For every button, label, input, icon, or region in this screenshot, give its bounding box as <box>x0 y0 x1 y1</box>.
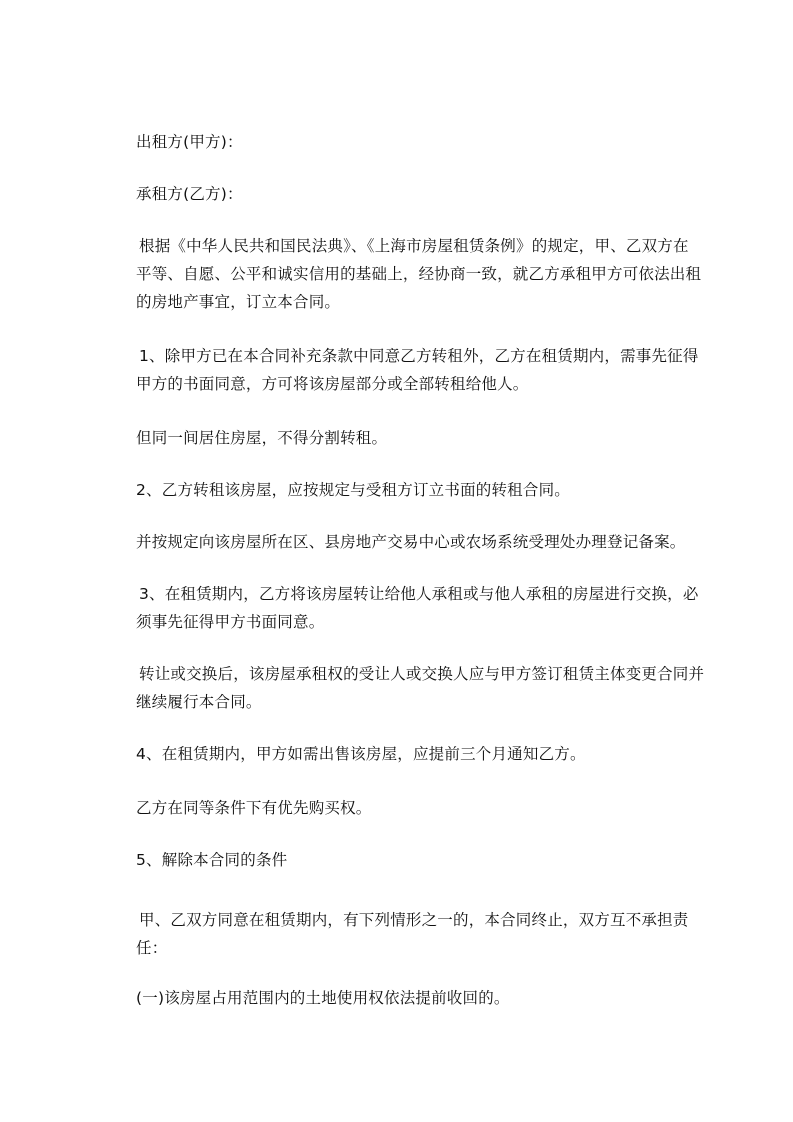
clause-3-note: 转让或交换后，该房屋承租权的受让人或交换人应与甲方签订租赁主体变更合同并继续履行本合同。 <box>136 665 705 711</box>
lessee-line: 承租方(乙方)： <box>136 185 243 203</box>
intro-paragraph: 根据《中华人民共和国民法典》、《上海市房屋租赁条例》的规定，甲、乙双方在平等、自愿、公平和诚实信用的基础上，经协商一致，就乙方承租甲方可依法出租的房地产事宜，订立本合同。 <box>136 237 702 311</box>
clause-4-note: 乙方在同等条件下有优先购买权。 <box>136 799 372 817</box>
lessor-line: 出租方(甲方)： <box>136 133 243 151</box>
clause-2: 2、乙方转租该房屋，应按规定与受租方订立书面的转租合同。 <box>136 481 570 499</box>
clause-5-item-1: (一)该房屋占用范围内的土地使用权依法提前收回的。 <box>136 989 510 1007</box>
clause-5-text: 甲、乙双方同意在租赁期内，有下列情形之一的，本合同终止，双方互不承担责任： <box>136 911 689 957</box>
clause-2-note: 并按规定向该房屋所在区、县房地产交易中心或农场系统受理处办理登记备案。 <box>136 533 686 551</box>
clause-1-note: 但同一间居住房屋，不得分割转租。 <box>136 429 388 447</box>
clause-3: 3、在租赁期内，乙方将该房屋转让给他人承租或与他人承租的房屋进行交换，必须事先征得甲方书面同意。 <box>136 585 699 631</box>
clause-4: 4、在租赁期内，甲方如需出售该房屋，应提前三个月通知乙方。 <box>136 745 586 763</box>
clause-1: 1、除甲方已在本合同补充条款中同意乙方转租外，乙方在租赁期内，需事先征得甲方的书面同意，方可将该房屋部分或全部转租给他人。 <box>136 347 699 393</box>
clause-5-heading: 5、解除本合同的条件 <box>136 851 288 869</box>
